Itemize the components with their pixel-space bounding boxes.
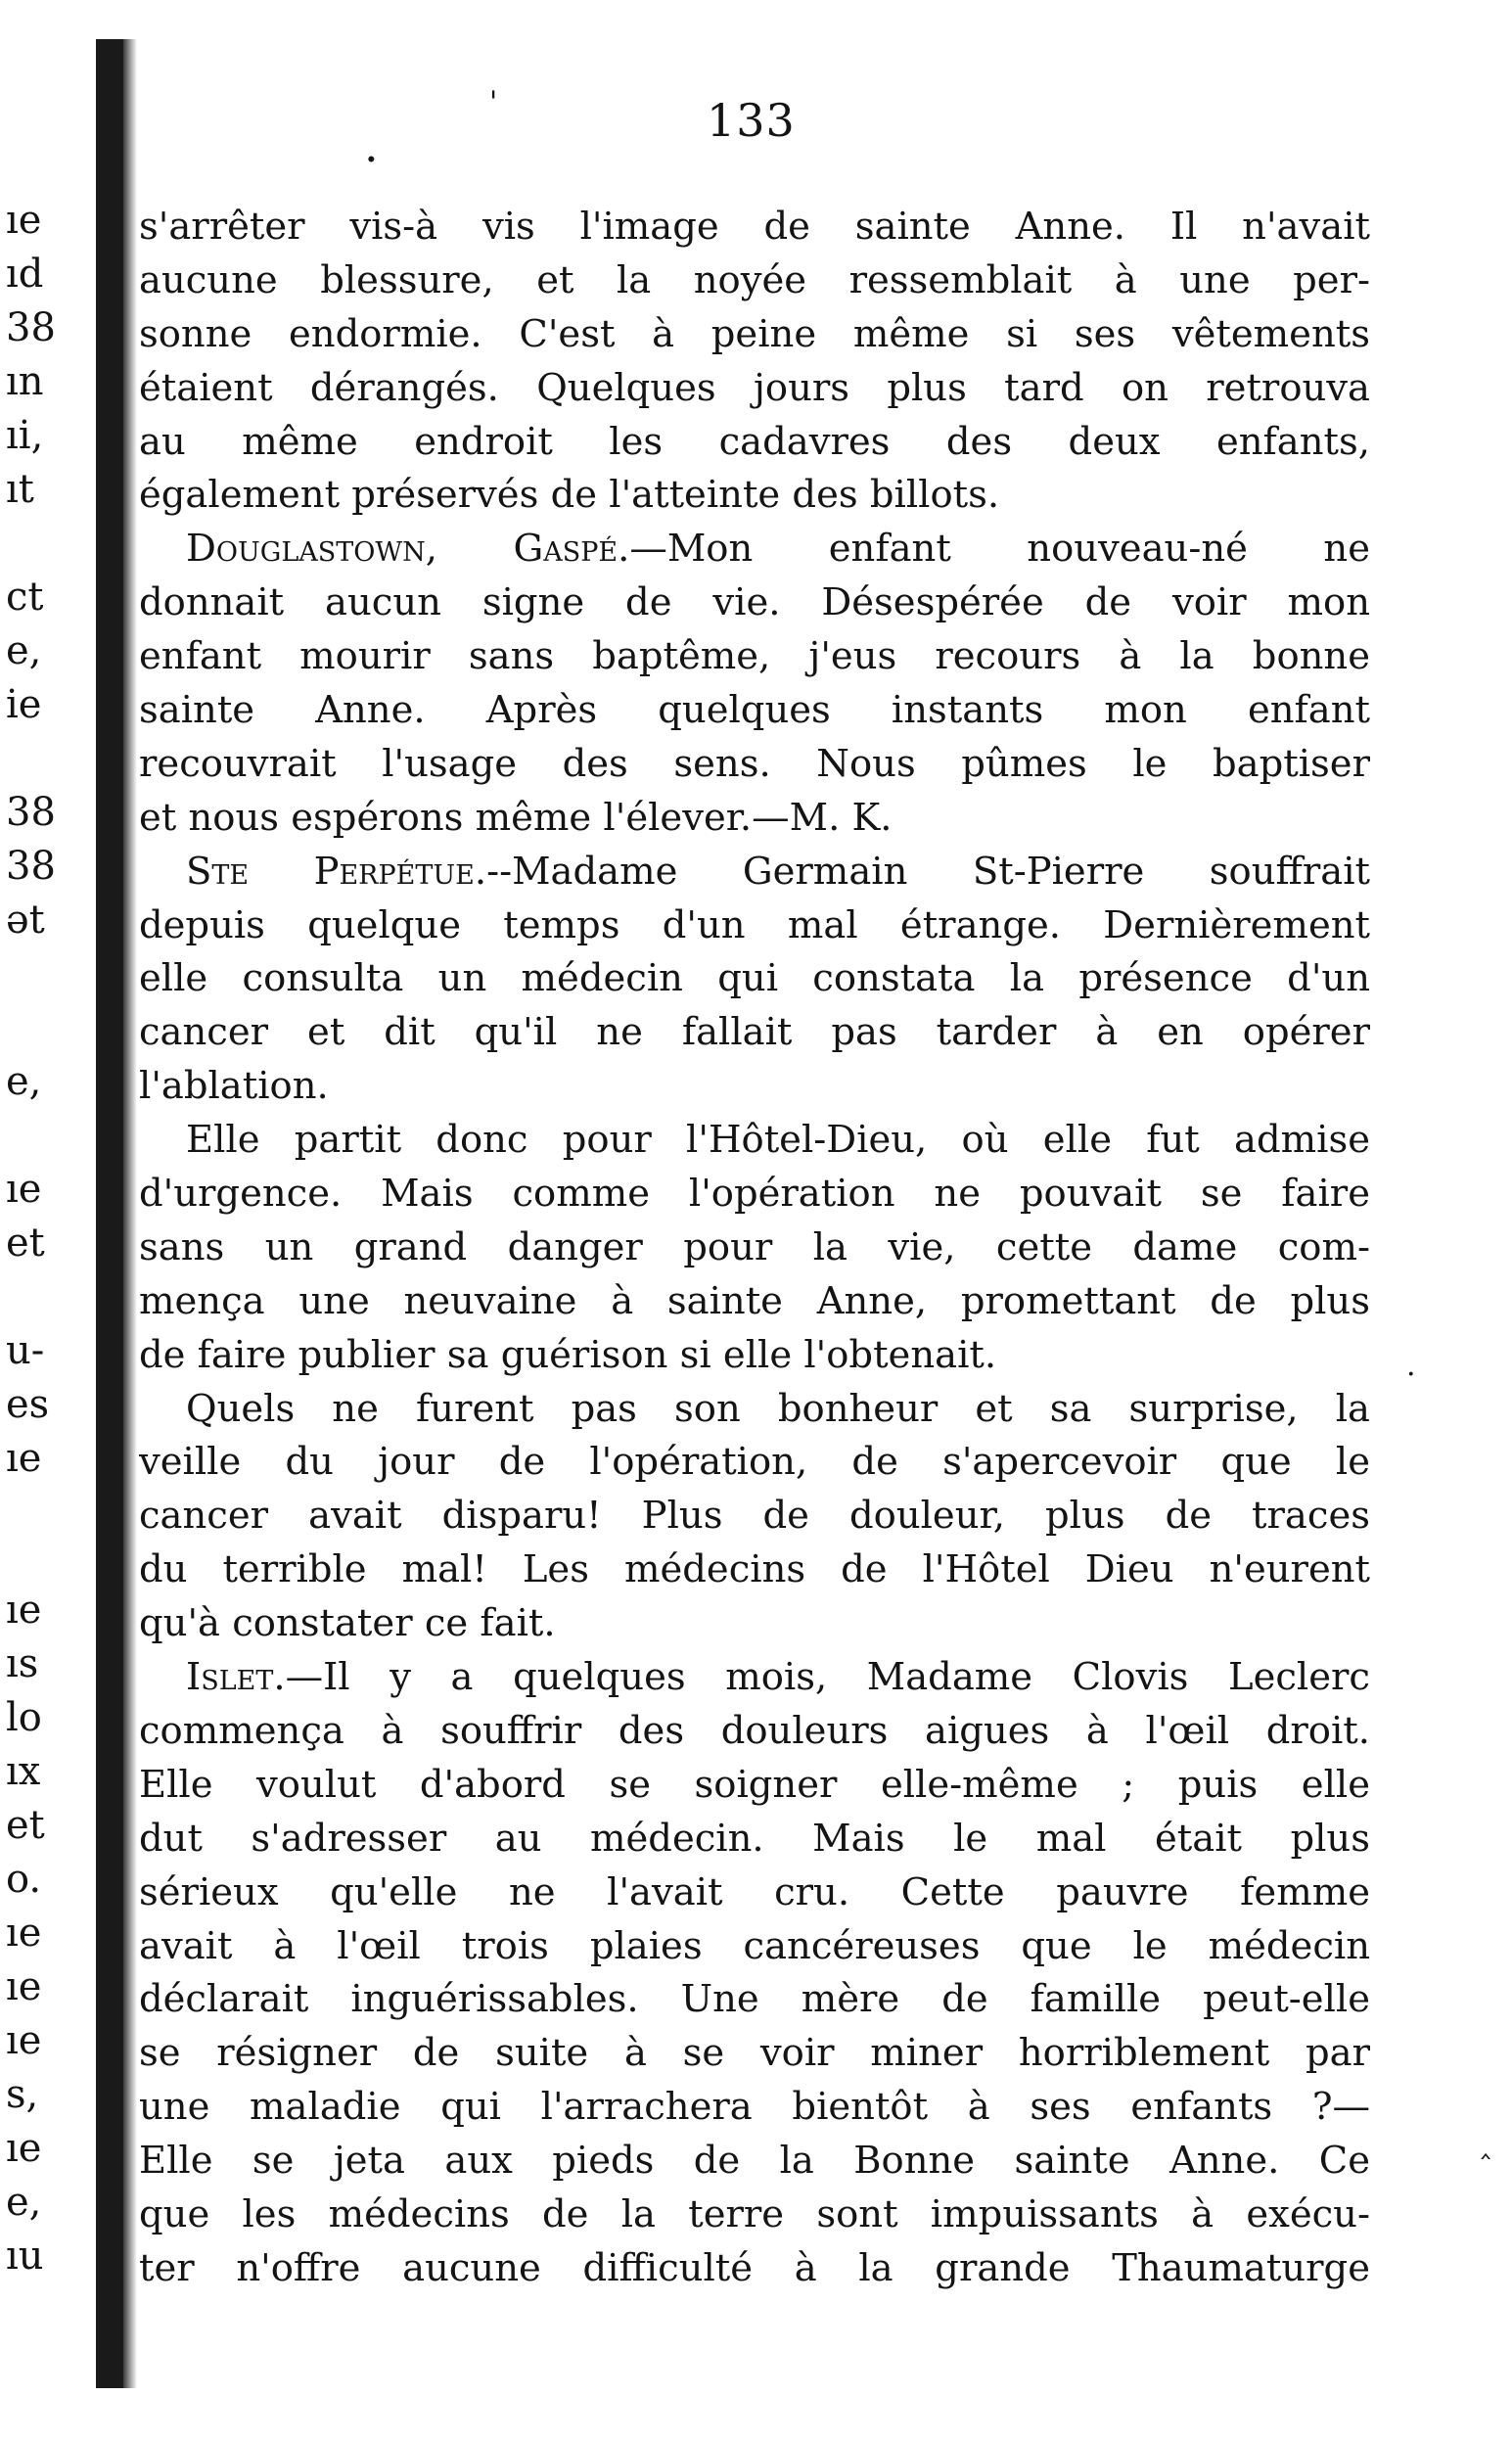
margin-fragment: ıe — [6, 198, 42, 243]
text-line: Elle partit donc pour l'Hôtel-Dieu, où elle fut admise — [186, 1118, 1370, 1163]
margin-fragment: 38 — [6, 790, 56, 835]
text-line: du terrible mal! Les médecins de l'Hôtel Dieu n'eurent — [139, 1547, 1370, 1592]
margin-fragment: ıe — [6, 1911, 42, 1956]
previous-page-margin — [0, 198, 73, 2354]
binding-gutter-edge — [123, 39, 137, 2388]
text-line: que les médecins de la terre sont impuissants à exécu- — [139, 2191, 1370, 2236]
margin-fragment: ət — [6, 898, 45, 943]
text-line: veille du jour de l'opération, de s'apercevoir que le — [139, 1440, 1370, 1485]
margin-fragment: ıe — [6, 1588, 42, 1633]
text-line: avait à l'œil trois plaies cancéreuses que le médecin — [139, 1923, 1370, 1968]
text-line: qu'à constater ce fait. — [139, 1601, 556, 1646]
text-line: d'urgence. Mais comme l'opération ne pouvait se faire — [139, 1172, 1370, 1217]
text-line: sérieux qu'elle ne l'avait cru. Cette pauvre femme — [139, 1869, 1370, 1914]
margin-fragment: ıd — [6, 252, 44, 297]
margin-fragment: es — [6, 1382, 50, 1427]
margin-fragment: lo — [6, 1695, 42, 1740]
margin-fragment: ıt — [6, 467, 34, 512]
text-line: aucune blessure, et la noyée ressemblait à une per- — [139, 257, 1370, 302]
text-line: s'arrêter vis-à vis l'image de sainte Anne. Il n'avait — [139, 205, 1370, 249]
line-text: —Mon enfant nouveau-né ne — [629, 527, 1370, 572]
text-line: recouvrait l'usage des sens. Nous pûmes le baptiser — [139, 741, 1370, 786]
text-line: enfant mourir sans baptême, j'eus recours à la bonne — [139, 634, 1370, 679]
margin-fragment: 38 — [6, 305, 56, 350]
text-line: Quels ne furent pas son bonheur et sa surprise, la — [186, 1386, 1370, 1431]
text-line: déclarait inguérissables. Une mère de famille peut-elle — [139, 1977, 1370, 2022]
margin-fragment: et — [6, 1221, 45, 1266]
margin-fragment: ıe — [6, 2126, 42, 2171]
margin-fragment: u- — [6, 1328, 45, 1373]
line-text: --Madame Germain St-Pierre souffrait — [486, 849, 1370, 894]
text-line: et nous espérons même l'élever.—M. K. — [139, 795, 893, 840]
text-line: se résigner de suite à se voir miner horriblement par — [139, 2031, 1370, 2076]
stray-mark: ‸ — [1481, 2126, 1491, 2160]
section-heading: Douglastown, Gaspé. — [186, 527, 630, 572]
section-heading: Islet. — [186, 1655, 286, 1700]
text-line: mença une neuvaine à sainte Anne, promettant de plus — [139, 1278, 1370, 1323]
text-line — [139, 1651, 1370, 1705]
text-line: au même endroit les cadavres des deux enfants, — [139, 419, 1370, 464]
margin-fragment: s, — [6, 2072, 39, 2117]
margin-fragment: ct — [6, 575, 44, 620]
margin-fragment: ıe — [6, 1436, 42, 1481]
line-text: —Il y a quelques mois, Madame Clovis Leclerc — [285, 1655, 1370, 1700]
margin-fragment: e, — [6, 2180, 42, 2225]
text-line: dut s'adresser au médecin. Mais le mal était plus — [139, 1816, 1370, 1861]
text-line: Elle voulut d'abord se soigner elle-même ; puis elle — [139, 1762, 1370, 1807]
margin-fragment: ıx — [6, 1749, 41, 1794]
text-line: sans un grand danger pour la vie, cette dame com- — [139, 1224, 1370, 1269]
text-line: également préservés de l'atteinte des billots. — [139, 473, 1000, 518]
margin-fragment: ıi, — [6, 413, 44, 458]
text-line: elle consulta un médecin qui constata la présence d'un — [139, 956, 1370, 1001]
text-line: cancer et dit qu'il ne fallait pas tarder à en opérer — [139, 1010, 1370, 1055]
margin-fragment: ıe — [6, 2018, 42, 2063]
text-line: sonne endormie. C'est à peine même si ses vêtements — [139, 311, 1370, 356]
text-line: sainte Anne. Après quelques instants mon enfant — [139, 688, 1370, 733]
stray-mark: ' — [489, 85, 498, 119]
text-line: cancer avait disparu! Plus de douleur, plus de traces — [139, 1494, 1370, 1539]
margin-fragment: ın — [6, 359, 44, 404]
margin-fragment: et — [6, 1803, 45, 1848]
text-line: depuis quelque temps d'un mal étrange. Dernièrement — [139, 902, 1370, 947]
text-line — [139, 523, 1370, 576]
margin-fragment: ıu — [6, 2234, 44, 2279]
text-line: donnait aucun signe de vie. Désespérée de voir mon — [139, 580, 1370, 625]
text-line: ter n'offre aucune difficulté à la grande Thaumaturge — [139, 2245, 1370, 2290]
text-line: de faire publier sa guérison si elle l'obtenait. — [139, 1332, 997, 1377]
stray-mark: · — [1406, 1358, 1416, 1392]
margin-fragment: ıe — [6, 1964, 42, 2009]
text-line: une maladie qui l'arrachera bientôt à ses enfants ?— — [139, 2085, 1370, 2130]
margin-fragment: e, — [6, 1059, 42, 1104]
text-line — [139, 846, 1370, 899]
margin-fragment: ıe — [6, 1167, 42, 1212]
section-heading: Ste Perpétue. — [186, 849, 487, 894]
text-line: étaient dérangés. Quelques jours plus tard on retrouva — [139, 365, 1370, 410]
margin-fragment: ie — [6, 682, 42, 727]
page-header-dot: . — [364, 119, 379, 172]
page-number: 133 — [707, 94, 796, 147]
text-line: Elle se jeta aux pieds de la Bonne sainte Anne. Ce — [139, 2139, 1370, 2184]
margin-fragment: 38 — [6, 844, 56, 889]
text-line: l'ablation. — [139, 1064, 329, 1109]
body-text-column — [139, 201, 1370, 2296]
margin-fragment: ıs — [6, 1641, 39, 1686]
margin-fragment: o. — [6, 1857, 42, 1902]
text-line: commença à souffrir des douleurs aigues à l'œil droit. — [139, 1708, 1370, 1753]
margin-fragment: e, — [6, 628, 42, 673]
binding-gutter-shadow — [96, 39, 123, 2388]
